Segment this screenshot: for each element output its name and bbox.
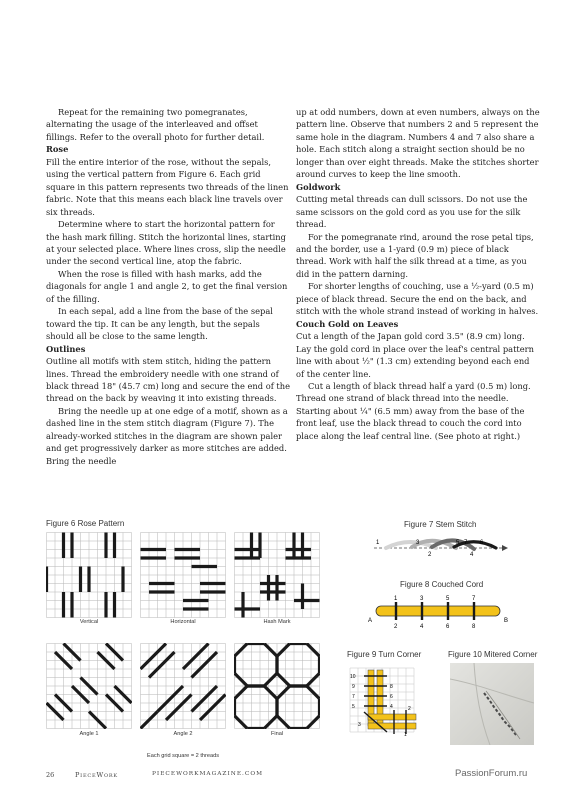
cord-end-a: A: [368, 618, 373, 624]
stem-number: 3: [416, 540, 420, 546]
cord-top-number: 5: [446, 596, 450, 602]
cord-end-b: B: [504, 618, 509, 624]
label-final: Final: [270, 731, 284, 737]
figure-8-caption: Figure 8 Couched Cord: [400, 580, 484, 589]
section-heading: Rose: [46, 144, 69, 155]
body-paragraph: Bring the needle up at one edge of a motif, shown as a dashed line in the stem stitch diagram (Figure 7). The already-worked stitches in the diagram are shown paler and get progressively darker as more stitches are added. Bring the needle: [46, 405, 288, 466]
grid-final: [234, 643, 320, 729]
grid-vertical: [46, 532, 132, 618]
mitered-corner-photo: [450, 663, 534, 745]
turn-number: 8: [390, 684, 393, 690]
section-heading: Goldwork: [296, 181, 341, 192]
turn-number: 3: [358, 722, 361, 728]
left-text-column: [46, 106, 290, 467]
body-paragraph: up at odd numbers, down at even numbers, always on the pattern line. Observe that numbers 2 and 5 represent the same hole in the diagram. Numbers 4 and 7 also share a hole. Each stitch along a straight section should be no longer than over eight threads. Make the stitches shorter around curves to keep the line smooth.: [296, 107, 540, 180]
body-paragraph: For shorter lengths of couching, use a ½-yard (0.5 m) piece of black thread. Secure the end on the back, and stitch with the whole strand instead of working in halves.: [296, 281, 539, 317]
grid-note: Each grid square = 2 threads: [147, 753, 219, 759]
magazine-name: PieceWork: [75, 771, 118, 779]
body-paragraph: Fill the entire interior of the rose, without the sepals, using the vertical pattern from Figure 6. Each grid square in this pattern represents two threads of the linen fabric. Note that this means each black line travels over six threads.: [46, 156, 289, 217]
body-paragraph: When the rose is filled with hash marks, add the diagonals for angle 1 and angle 2, to get the final version of the filling.: [46, 268, 288, 304]
label-angle-1: Angle 1: [79, 731, 99, 737]
turn-number: 5: [352, 704, 355, 710]
stem-number: 2: [428, 552, 432, 558]
body-paragraph: Determine where to start the horizontal pattern for the hash mark filling. Stitch the horizontal lines, starting at your selected place. Where lines cross, slip the needle under the second vertical line, atop the fabric.: [46, 219, 286, 267]
section-heading: Couch Gold on Leaves: [296, 318, 399, 329]
label-hash-mark: Hash Mark: [263, 619, 291, 625]
grid-angle-2: [140, 643, 226, 729]
label-horizontal: Horizontal: [170, 619, 196, 625]
cord-bottom-number: 4: [420, 624, 424, 630]
turn-number: 9: [352, 684, 355, 690]
stem-number: 4: [470, 552, 474, 558]
body-paragraph: Repeat for the remaining two pomegranates, alternating the usage of the interleaved and offset fillings. Refer to the overall photo for further detail.: [46, 107, 265, 142]
cord-top-number: 7: [472, 596, 476, 602]
body-paragraph: Cut a length of black thread half a yard (0.5 m) long. Thread one strand of black thread into the needle. Starting about ¼" (6.5 mm) away from the base of the front leaf, use the black thread to couch the cord into place along the leaf central line. (See photo at right.): [296, 380, 531, 441]
body-paragraph: In each sepal, add a line from the base of the sepal toward the tip. It can be any length, but the sepals should all be close to the same length.: [46, 306, 273, 342]
cord-bottom-number: 2: [394, 624, 398, 630]
turn-corner-diagram: [346, 664, 418, 736]
right-text-column: [296, 106, 540, 442]
turn-number: 6: [390, 694, 393, 700]
watermark: PassionForum.ru: [455, 768, 528, 779]
grid-horizontal: [140, 532, 226, 618]
stem-number: 6: [480, 540, 484, 546]
label-vertical: Vertical: [79, 619, 99, 625]
stem-number: 5: [456, 540, 460, 546]
label-angle-2: Angle 2: [173, 731, 193, 737]
body-paragraph: Cut a length of the Japan gold cord 3.5" (8.9 cm) long. Lay the gold cord in place over the leaf's central pattern line with about ½" (1.3 cm) extending beyond each end of the center line.: [296, 331, 534, 379]
figure-6-caption: Figure 6 Rose Pattern: [46, 519, 125, 528]
stem-number: 7: [464, 540, 468, 546]
couched-cord-diagram: [366, 592, 516, 632]
magazine-website: PIECEWORKMAGAZINE.COM: [152, 771, 264, 777]
turn-number: 10: [350, 674, 356, 680]
turn-number: 4: [390, 704, 393, 710]
body-paragraph: Outline all motifs with stem stitch, hiding the pattern lines. Thread the embroidery needle with one strand of black thread 18" (45.7 cm) long and secure the end of the thread on the back by weaving it into existing threads.: [46, 356, 290, 404]
cord-top-number: 1: [394, 596, 398, 602]
grid-hash-mark: [234, 532, 320, 618]
body-paragraph: For the pomegranate rind, around the rose petal tips, and the border, use a 1-yard (0.9 m) piece of black thread. Work with half the silk thread at a time, as you did in the pattern darning.: [296, 231, 534, 279]
stem-stitch-diagram: [370, 530, 510, 566]
figure-10-caption: Figure 10 Mitered Corner: [448, 650, 538, 659]
page-number: 26: [46, 771, 55, 779]
section-heading: Outlines: [46, 343, 86, 354]
stem-number: 1: [376, 540, 380, 546]
turn-number: 1: [404, 732, 407, 736]
cord-top-number: 3: [420, 596, 424, 602]
turn-number: 2: [408, 706, 411, 712]
grid-angle-1: [46, 643, 132, 729]
figure-9-caption: Figure 9 Turn Corner: [347, 650, 422, 659]
turn-number: 7: [352, 694, 355, 700]
cord-bottom-number: 6: [446, 624, 450, 630]
cord-bottom-number: 8: [472, 624, 476, 630]
figure-7-caption: Figure 7 Stem Stitch: [404, 520, 477, 529]
body-paragraph: Cutting metal threads can dull scissors. Do not use the same scissors on the gold cord as you use for the silk thread.: [296, 194, 528, 230]
